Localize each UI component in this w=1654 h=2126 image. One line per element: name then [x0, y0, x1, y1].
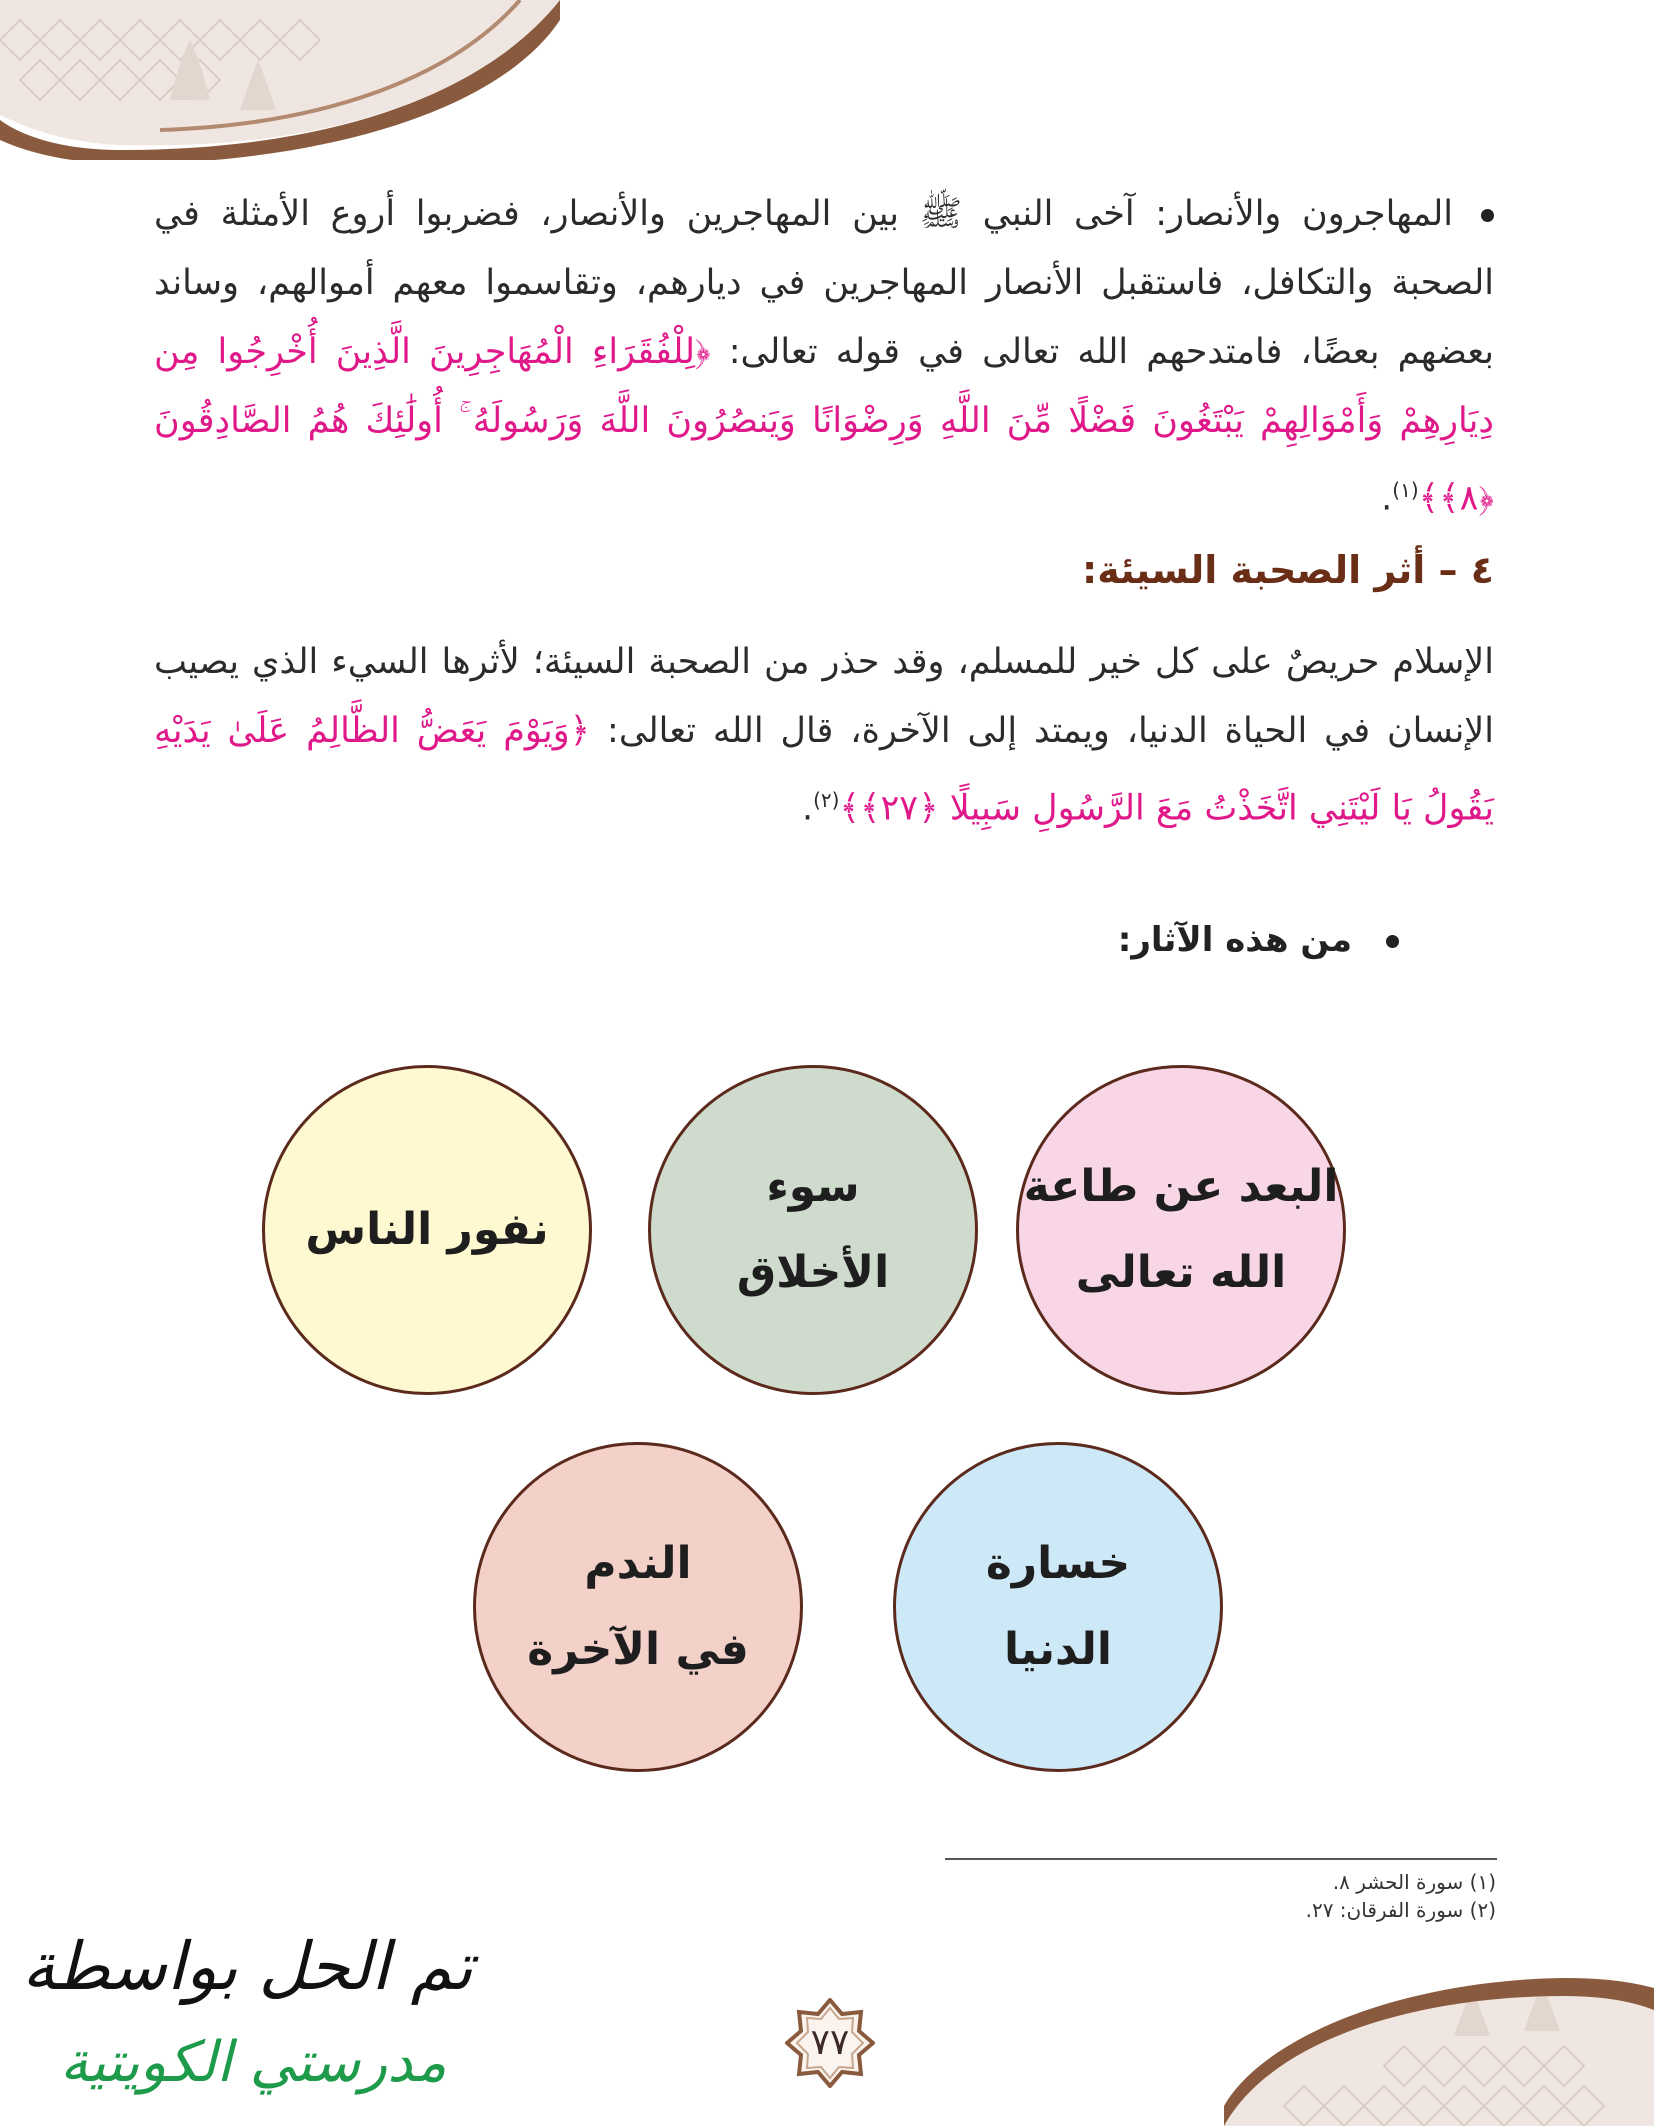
quran-verse: ﴿لِلْفُقَرَاءِ الْمُهَاجِرِينَ الَّذِينَ أُخْرِجُوا مِن دِيَارِهِمْ وَأَمْوَالِهِمْ يَبْتَغُونَ فَضْلًا مِّنَ اللَّهِ وَرِضْوَانًا وَيَنصُرُونَ اللَّهَ وَرَسُولَهُ ۚ أُولَٰئِكَ هُمُ الصَّادِقُونَ ﴿٨﴾﴾ — [154, 332, 1494, 519]
effect-line: في الآخرة — [527, 1624, 749, 1675]
section-heading: ٤ – أثر الصحبة السيئة: — [1082, 548, 1494, 592]
effect-circle — [473, 1442, 803, 1772]
effects-heading — [1118, 920, 1399, 960]
watermark-line2: مدرستي الكويتية — [60, 2030, 447, 2095]
effect-line: الدنيا — [1003, 1624, 1113, 1675]
page-number: ٧٧ — [810, 2022, 850, 2063]
effect-circle — [893, 1442, 1223, 1772]
footnote-divider — [945, 1858, 1497, 1860]
top-ornament — [0, 0, 560, 160]
effect-line: سوء — [766, 1161, 860, 1212]
paragraph-text: الإسلام حريصٌ على كل خير للمسلم، وقد حذر من الصحبة السيئة؛ لأثرها السيء الذي يصيب الإنسان في الحياة الدنيا، ويمتد إلى الآخرة، قال الله تعالى: — [154, 642, 1494, 751]
effect-circle — [262, 1065, 592, 1395]
effect-circle — [648, 1065, 978, 1395]
effect-line: الأخلاق — [736, 1247, 890, 1298]
bullet-icon — [1386, 935, 1399, 948]
effect-line: الله تعالى — [1075, 1247, 1287, 1298]
paragraph-end: . — [1381, 478, 1393, 519]
paragraph-ansar — [154, 180, 1494, 534]
footnote-ref: (٢) — [813, 788, 840, 812]
paragraph-end: . — [801, 788, 814, 829]
footnotes — [1306, 1868, 1496, 1924]
footnote-item: (١) سورة الحشر ٨. — [1332, 1870, 1496, 1894]
paragraph-text: المهاجرون والأنصار: آخى النبي ﷺ بين المهاجرين والأنصار، فضربوا أروع الأمثلة في الصحبة والتكافل، فاستقبل الأنصار المهاجرين في ديارهم، وتقاسموا معهم أموالهم، وساند بعضهم بعضًا، فامتدحهم الله تعالى في قوله تعالى: — [154, 194, 1495, 372]
effect-line: خسارة — [985, 1538, 1131, 1589]
effect-line: البعد عن طاعة — [1023, 1161, 1339, 1212]
effects-heading-text: من هذه الآثار: — [1117, 920, 1352, 960]
footnote-item: (٢) سورة الفرقان: ٢٧. — [1305, 1898, 1496, 1922]
effect-circle — [1016, 1065, 1346, 1395]
effect-line: نفور الناس — [305, 1204, 549, 1255]
footnote-ref: (١) — [1392, 478, 1419, 502]
paragraph-bad-company — [154, 628, 1494, 844]
bullet-icon — [1481, 209, 1494, 222]
watermark-line1: تم الحل بواسطة — [22, 1928, 473, 2005]
bottom-ornament — [1224, 1976, 1654, 2126]
quran-verse: ﴿وَيَوْمَ يَعَضُّ الظَّالِمُ عَلَىٰ يَدَيْهِ يَقُولُ يَا لَيْتَنِي اتَّخَذْتُ مَعَ الرَّسُولِ سَبِيلًا ﴿٢٧﴾﴾ — [154, 711, 1494, 829]
effect-line: الندم — [584, 1538, 692, 1589]
